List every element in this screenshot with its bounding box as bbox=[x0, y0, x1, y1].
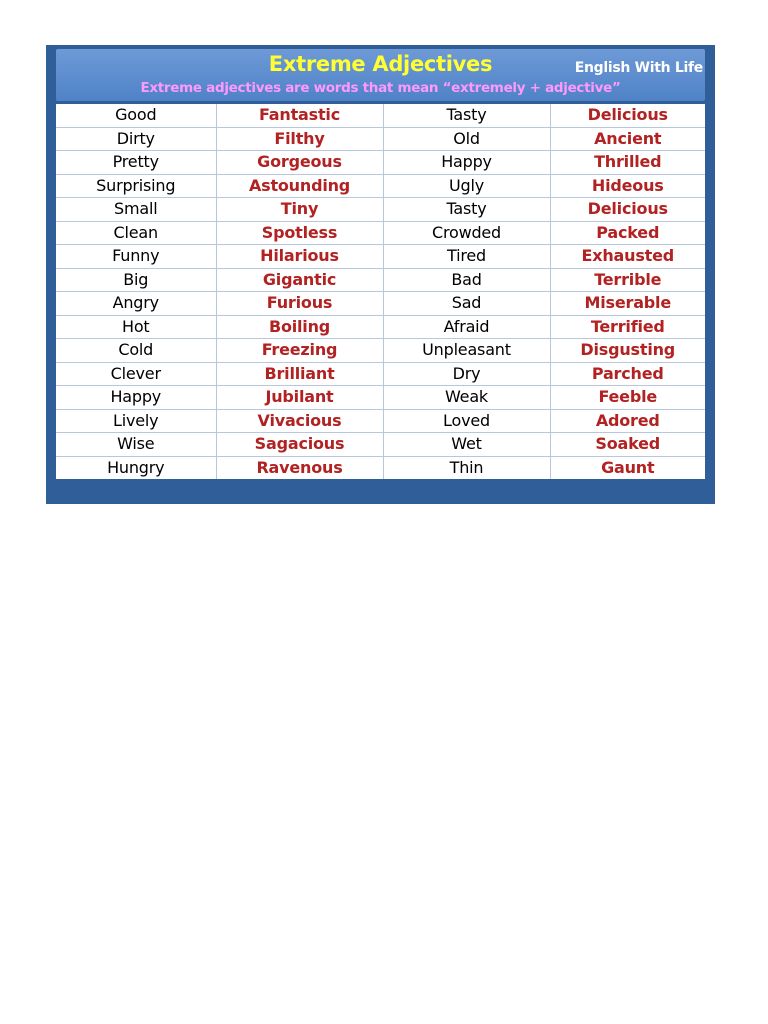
extreme-adjective-1: Brilliant bbox=[216, 362, 383, 386]
extreme-adjective-2: Thrilled bbox=[550, 151, 705, 175]
extreme-adjective-1: Gorgeous bbox=[216, 151, 383, 175]
base-adjective-2: Old bbox=[383, 127, 550, 151]
base-adjective-2: Weak bbox=[383, 386, 550, 410]
extreme-adjective-1: Sagacious bbox=[216, 433, 383, 457]
base-adjective-2: Ugly bbox=[383, 174, 550, 198]
base-adjective-2: Happy bbox=[383, 151, 550, 175]
base-adjective-2: Tasty bbox=[383, 104, 550, 127]
base-adjective-1: Dirty bbox=[56, 127, 216, 151]
extreme-adjective-1: Freezing bbox=[216, 339, 383, 363]
extreme-adjective-2: Disgusting bbox=[550, 339, 705, 363]
base-adjective-2: Bad bbox=[383, 268, 550, 292]
extreme-adjective-2: Hideous bbox=[550, 174, 705, 198]
table-row bbox=[56, 315, 705, 339]
extreme-adjective-1: Spotless bbox=[216, 221, 383, 245]
base-adjective-1: Hot bbox=[56, 315, 216, 339]
extreme-adjective-1: Furious bbox=[216, 292, 383, 316]
extreme-adjective-1: Boiling bbox=[216, 315, 383, 339]
base-adjective-2: Loved bbox=[383, 409, 550, 433]
base-adjective-1: Happy bbox=[56, 386, 216, 410]
base-adjective-1: Wise bbox=[56, 433, 216, 457]
extreme-adjective-2: Exhausted bbox=[550, 245, 705, 269]
table-row bbox=[56, 245, 705, 269]
base-adjective-1: Clever bbox=[56, 362, 216, 386]
extreme-adjective-2: Ancient bbox=[550, 127, 705, 151]
base-adjective-2: Thin bbox=[383, 456, 550, 479]
extreme-adjective-2: Feeble bbox=[550, 386, 705, 410]
base-adjective-2: Wet bbox=[383, 433, 550, 457]
base-adjective-1: Hungry bbox=[56, 456, 216, 479]
table-row bbox=[56, 386, 705, 410]
adjectives-table bbox=[56, 104, 705, 479]
extreme-adjective-1: Ravenous bbox=[216, 456, 383, 479]
extreme-adjective-1: Tiny bbox=[216, 198, 383, 222]
poster-header bbox=[56, 49, 705, 101]
base-adjective-1: Funny bbox=[56, 245, 216, 269]
base-adjective-2: Sad bbox=[383, 292, 550, 316]
table-row bbox=[56, 268, 705, 292]
extreme-adjective-2: Adored bbox=[550, 409, 705, 433]
extreme-adjective-2: Gaunt bbox=[601, 457, 655, 477]
extreme-adjective-2: Parched bbox=[550, 362, 705, 386]
base-adjective-1: Angry bbox=[56, 292, 216, 316]
table-row bbox=[56, 221, 705, 245]
table-row bbox=[56, 127, 705, 151]
table-row bbox=[56, 433, 705, 457]
base-adjective-2: Dry bbox=[383, 362, 550, 386]
table-row bbox=[56, 104, 705, 127]
base-adjective-1: Clean bbox=[56, 221, 216, 245]
table-row bbox=[56, 456, 705, 479]
extreme-adjective-2: Terrible bbox=[550, 268, 705, 292]
table-row bbox=[56, 339, 705, 363]
base-adjective-2: Unpleasant bbox=[383, 339, 550, 363]
poster-title: Extreme Adjectives bbox=[268, 52, 493, 76]
extreme-adjective-2: Packed bbox=[550, 221, 705, 245]
table-row bbox=[56, 174, 705, 198]
table-row bbox=[56, 362, 705, 386]
table-row bbox=[56, 198, 705, 222]
extreme-adjective-1: Gigantic bbox=[216, 268, 383, 292]
poster-subtitle: Extreme adjectives are words that mean “extremely + adjective” bbox=[140, 80, 621, 96]
extreme-adjective-2: Miserable bbox=[550, 292, 705, 316]
base-adjective-1: Small bbox=[56, 198, 216, 222]
extreme-adjective-2: Delicious bbox=[550, 198, 705, 222]
extreme-adjective-1: Vivacious bbox=[216, 409, 383, 433]
base-adjective-2: Afraid bbox=[383, 315, 550, 339]
extreme-adjective-1: Fantastic bbox=[216, 104, 383, 127]
base-adjective-1: Good bbox=[56, 104, 216, 127]
base-adjective-1: Surprising bbox=[56, 174, 216, 198]
brand-label: English With Life bbox=[574, 60, 703, 76]
extreme-adjective-1: Astounding bbox=[216, 174, 383, 198]
base-adjective-2: Tired bbox=[383, 245, 550, 269]
extreme-adjective-2: Delicious bbox=[550, 104, 705, 127]
extreme-adjective-2: Terrified bbox=[550, 315, 705, 339]
extreme-adjectives-poster bbox=[46, 45, 715, 504]
extreme-adjective-1: Jubilant bbox=[216, 386, 383, 410]
base-adjective-2: Crowded bbox=[383, 221, 550, 245]
base-adjective-2: Tasty bbox=[383, 198, 550, 222]
base-adjective-1: Pretty bbox=[56, 151, 216, 175]
table-row bbox=[56, 409, 705, 433]
base-adjective-1: Cold bbox=[56, 339, 216, 363]
adjectives-table-body bbox=[56, 104, 705, 479]
base-adjective-1: Big bbox=[56, 268, 216, 292]
extreme-adjective-2: Soaked bbox=[550, 433, 705, 457]
base-adjective-1: Lively bbox=[56, 409, 216, 433]
extreme-adjective-1: Filthy bbox=[216, 127, 383, 151]
table-row bbox=[56, 151, 705, 175]
extreme-adjective-1: Hilarious bbox=[216, 245, 383, 269]
table-row bbox=[56, 292, 705, 316]
